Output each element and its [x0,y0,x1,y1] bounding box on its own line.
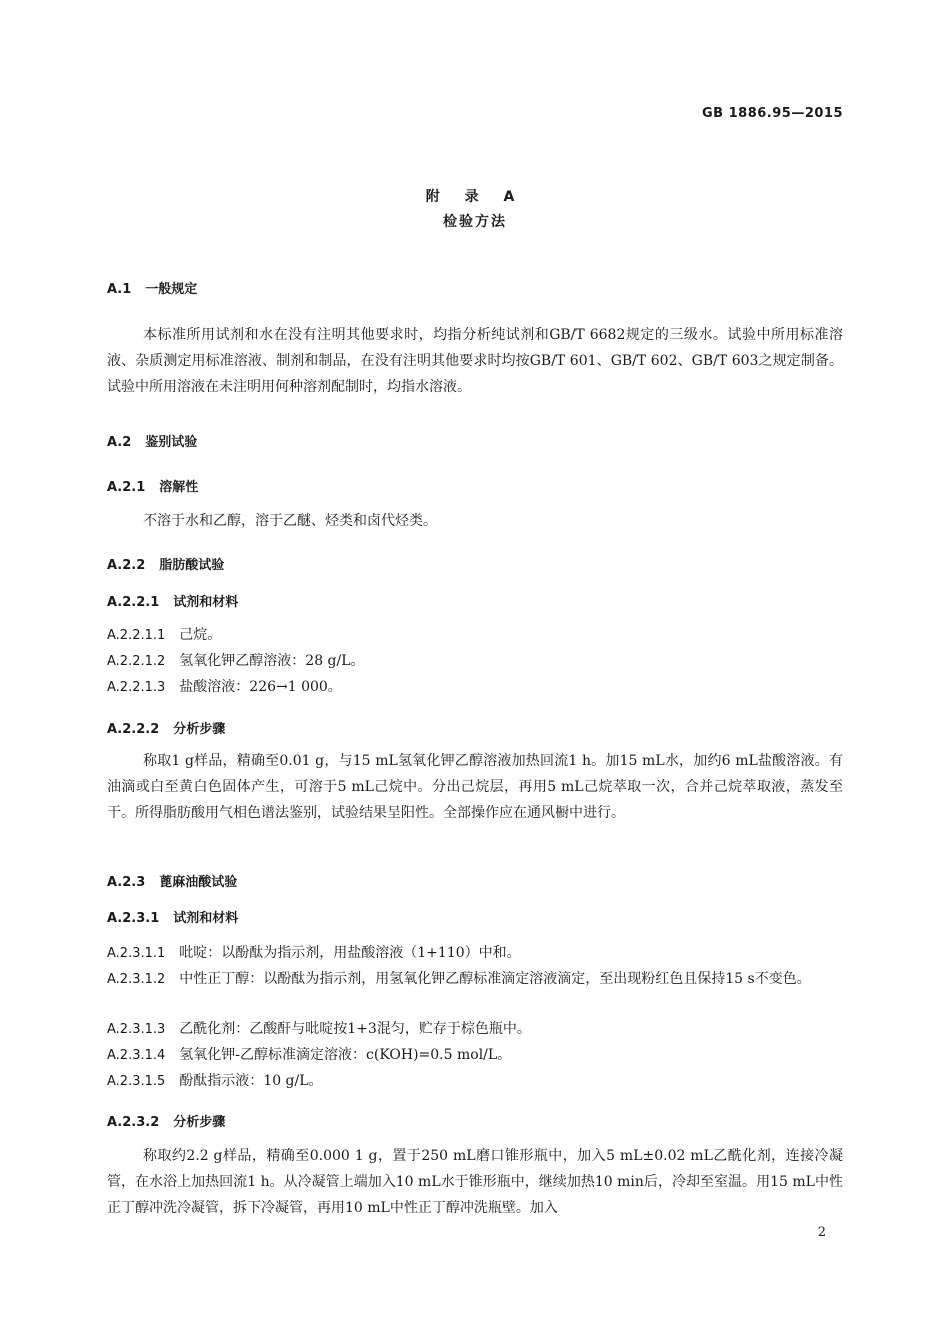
list-item-a2312 [107,967,843,992]
standard-number: GB 1886.95—2015 [702,106,843,121]
section-title: 分析步骤 [173,722,226,737]
section-number: A.2 [107,435,132,450]
item-text: 乙酰化剂：乙酸酐与吡啶按1+3混匀，贮存于棕色瓶中。 [179,1021,531,1037]
section-title: 一般规定 [145,282,198,297]
section-title: 试剂和材料 [173,911,239,926]
section-heading-a22 [107,554,224,573]
section-heading-a23 [107,871,237,890]
list-item-a2313 [107,1017,843,1042]
list-item-a2311 [107,941,843,966]
item-text: 酚酞指示液：10 g/L。 [179,1073,323,1089]
item-text: 己烷。 [179,627,222,643]
page-number: 2 [817,1225,826,1240]
annex-label: 附 录 A [425,189,525,205]
item-text: 氢氧化钾-乙醇标准滴定溶液：c(KOH)=0.5 mol/L。 [179,1047,512,1063]
section-heading-a221 [107,591,238,610]
list-item-a2315 [107,1069,843,1094]
section-number: A.2.1 [107,480,146,495]
section-number: A.2.2.1 [107,595,160,610]
item-text: 中性正丁醇：以酚酞为指示剂，用氢氧化钾乙醇标准滴定溶液滴定，至出现粉红色且保持15 s不变色。 [179,971,811,987]
section-title: 蓖麻油酸试验 [159,875,238,890]
list-item-a2213 [107,675,843,700]
item-number: A.2.2.1.3 [107,680,166,695]
section-number: A.2.3.2 [107,1115,160,1130]
item-number: A.2.2.1.2 [107,654,166,669]
section-title: 溶解性 [159,480,199,495]
paragraph-ricinoleic-procedure: 称取约2.2 g样品，精确至0.000 1 g，置于250 mL磨口锥形瓶中，加入5 mL±0.02 mL乙酰化剂，连接冷凝管，在水浴上加热回流1 h。从冷凝管上端加入10 mL水于锥形瓶中，继续加热10 min后，冷却至室温。用15 mL中性正丁醇冲洗冷凝管，拆下冷凝管，再用10 mL中性正丁醇冲洗瓶壁。加入 [107,1148,843,1216]
list-item-a2212 [107,649,843,674]
item-number: A.2.3.1.2 [107,972,166,987]
list-item-a2211 [107,623,843,648]
section-number: A.2.3 [107,875,146,890]
section-heading-a2 [107,431,197,450]
item-text: 吡啶：以酚酞为指示剂，用盐酸溶液（1+110）中和。 [179,945,521,961]
section-title: 分析步骤 [173,1115,226,1130]
section-title: 脂肪酸试验 [159,558,225,573]
item-number: A.2.2.1.1 [107,628,166,643]
annex-title: 检验方法 [443,214,507,230]
list-item-a2314 [107,1043,843,1068]
section-title: 鉴别试验 [145,435,198,450]
paragraph-solubility: 不溶于水和乙醇，溶于乙醚、烃类和卤代烃类。 [143,513,437,529]
paragraph-fatty-acid-procedure: 称取1 g样品，精确至0.01 g，与15 mL氢氧化钾乙醇溶液加热回流1 h。加15 mL水，加约6 mL盐酸溶液。有油滴或白至黄白色固体产生，可溶于5 mL己烷中。分出己烷层，再用5 mL己烷萃取一次，合并己烷萃取液，蒸发至干。所得脂肪酸用气相色谱法鉴别，试验结果呈阳性。全部操作应在通风橱中进行。 [107,753,843,821]
item-text: 氢氧化钾乙醇溶液：28 g/L。 [179,653,365,669]
item-number: A.2.3.1.5 [107,1074,166,1089]
section-title: 试剂和材料 [173,595,239,610]
section-heading-a1 [107,278,197,297]
item-number: A.2.3.1.4 [107,1048,166,1063]
item-number: A.2.3.1.1 [107,946,166,961]
paragraph-general-rules: 本标准所用试剂和水在没有注明其他要求时，均指分析纯试剂和GB/T 6682规定的三级水。试验中所用标准溶液、杂质测定用标准溶液、制剂和制品，在没有注明其他要求时均按GB/T 601、GB/T 602、GB/T 603之规定制备。试验中所用溶液在未注明用何种溶剂配制时，均指水溶液。 [107,327,843,395]
section-heading-a222 [107,718,225,737]
section-number: A.2.2 [107,558,146,573]
item-number: A.2.3.1.3 [107,1022,166,1037]
section-heading-a21 [107,476,198,495]
section-number: A.2.3.1 [107,911,160,926]
section-number: A.2.2.2 [107,722,160,737]
item-text: 盐酸溶液：226→1 000。 [179,679,342,695]
section-number: A.1 [107,282,132,297]
section-heading-a231 [107,907,238,926]
section-heading-a232 [107,1111,225,1130]
